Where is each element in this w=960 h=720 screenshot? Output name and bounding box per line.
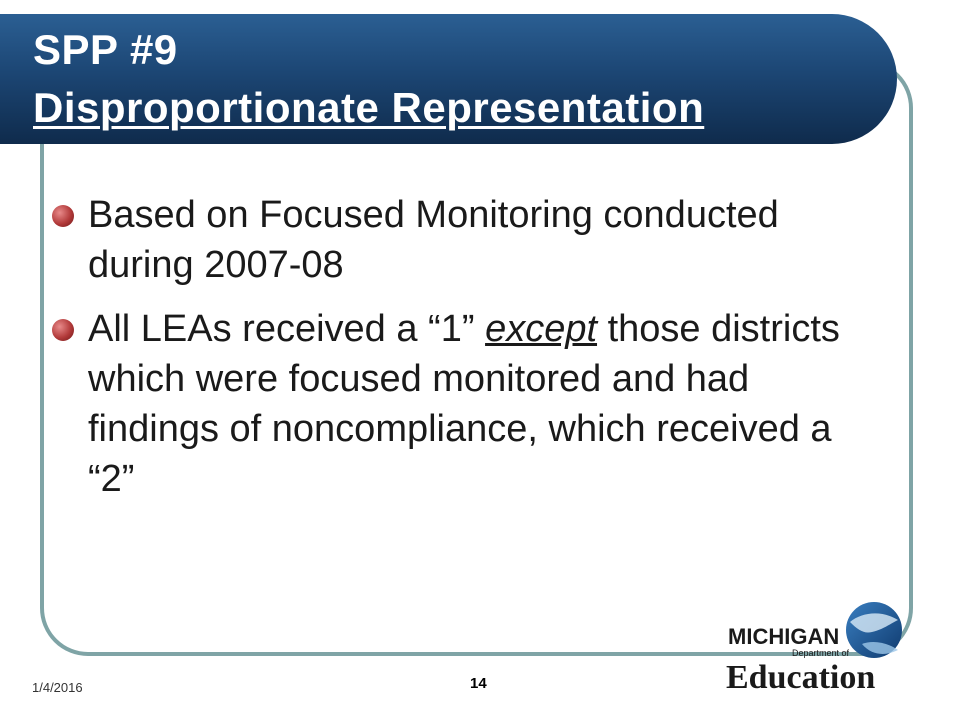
bullet-icon [52,205,74,227]
title-line-2: Disproportionate Representation [33,84,705,131]
bullet-text: Based on Focused Monitoring conducted during 2007-08 [88,194,779,286]
bullet-item [50,304,850,504]
bullet-item [50,190,850,290]
bullet-icon [52,319,74,341]
slide-date: 1/4/2016 [32,680,83,695]
logo-department-text: Department of [792,648,850,658]
title-line-1: SPP #9 [33,26,178,73]
slide-title [33,21,704,137]
logo-education-text: Education [726,659,876,695]
bullet-text-emphasis: except [485,308,598,350]
bullet-text-pre: All LEAs received a “1” [88,308,486,350]
bullet-text-post: those districts which were focused monitored and had findings of noncompliance, which received a “2” [88,308,840,500]
logo-michigan-text: MICHIGAN [728,624,840,649]
michigan-education-logo [722,600,912,695]
bullet-list [50,190,850,518]
page-number: 14 [470,675,487,692]
